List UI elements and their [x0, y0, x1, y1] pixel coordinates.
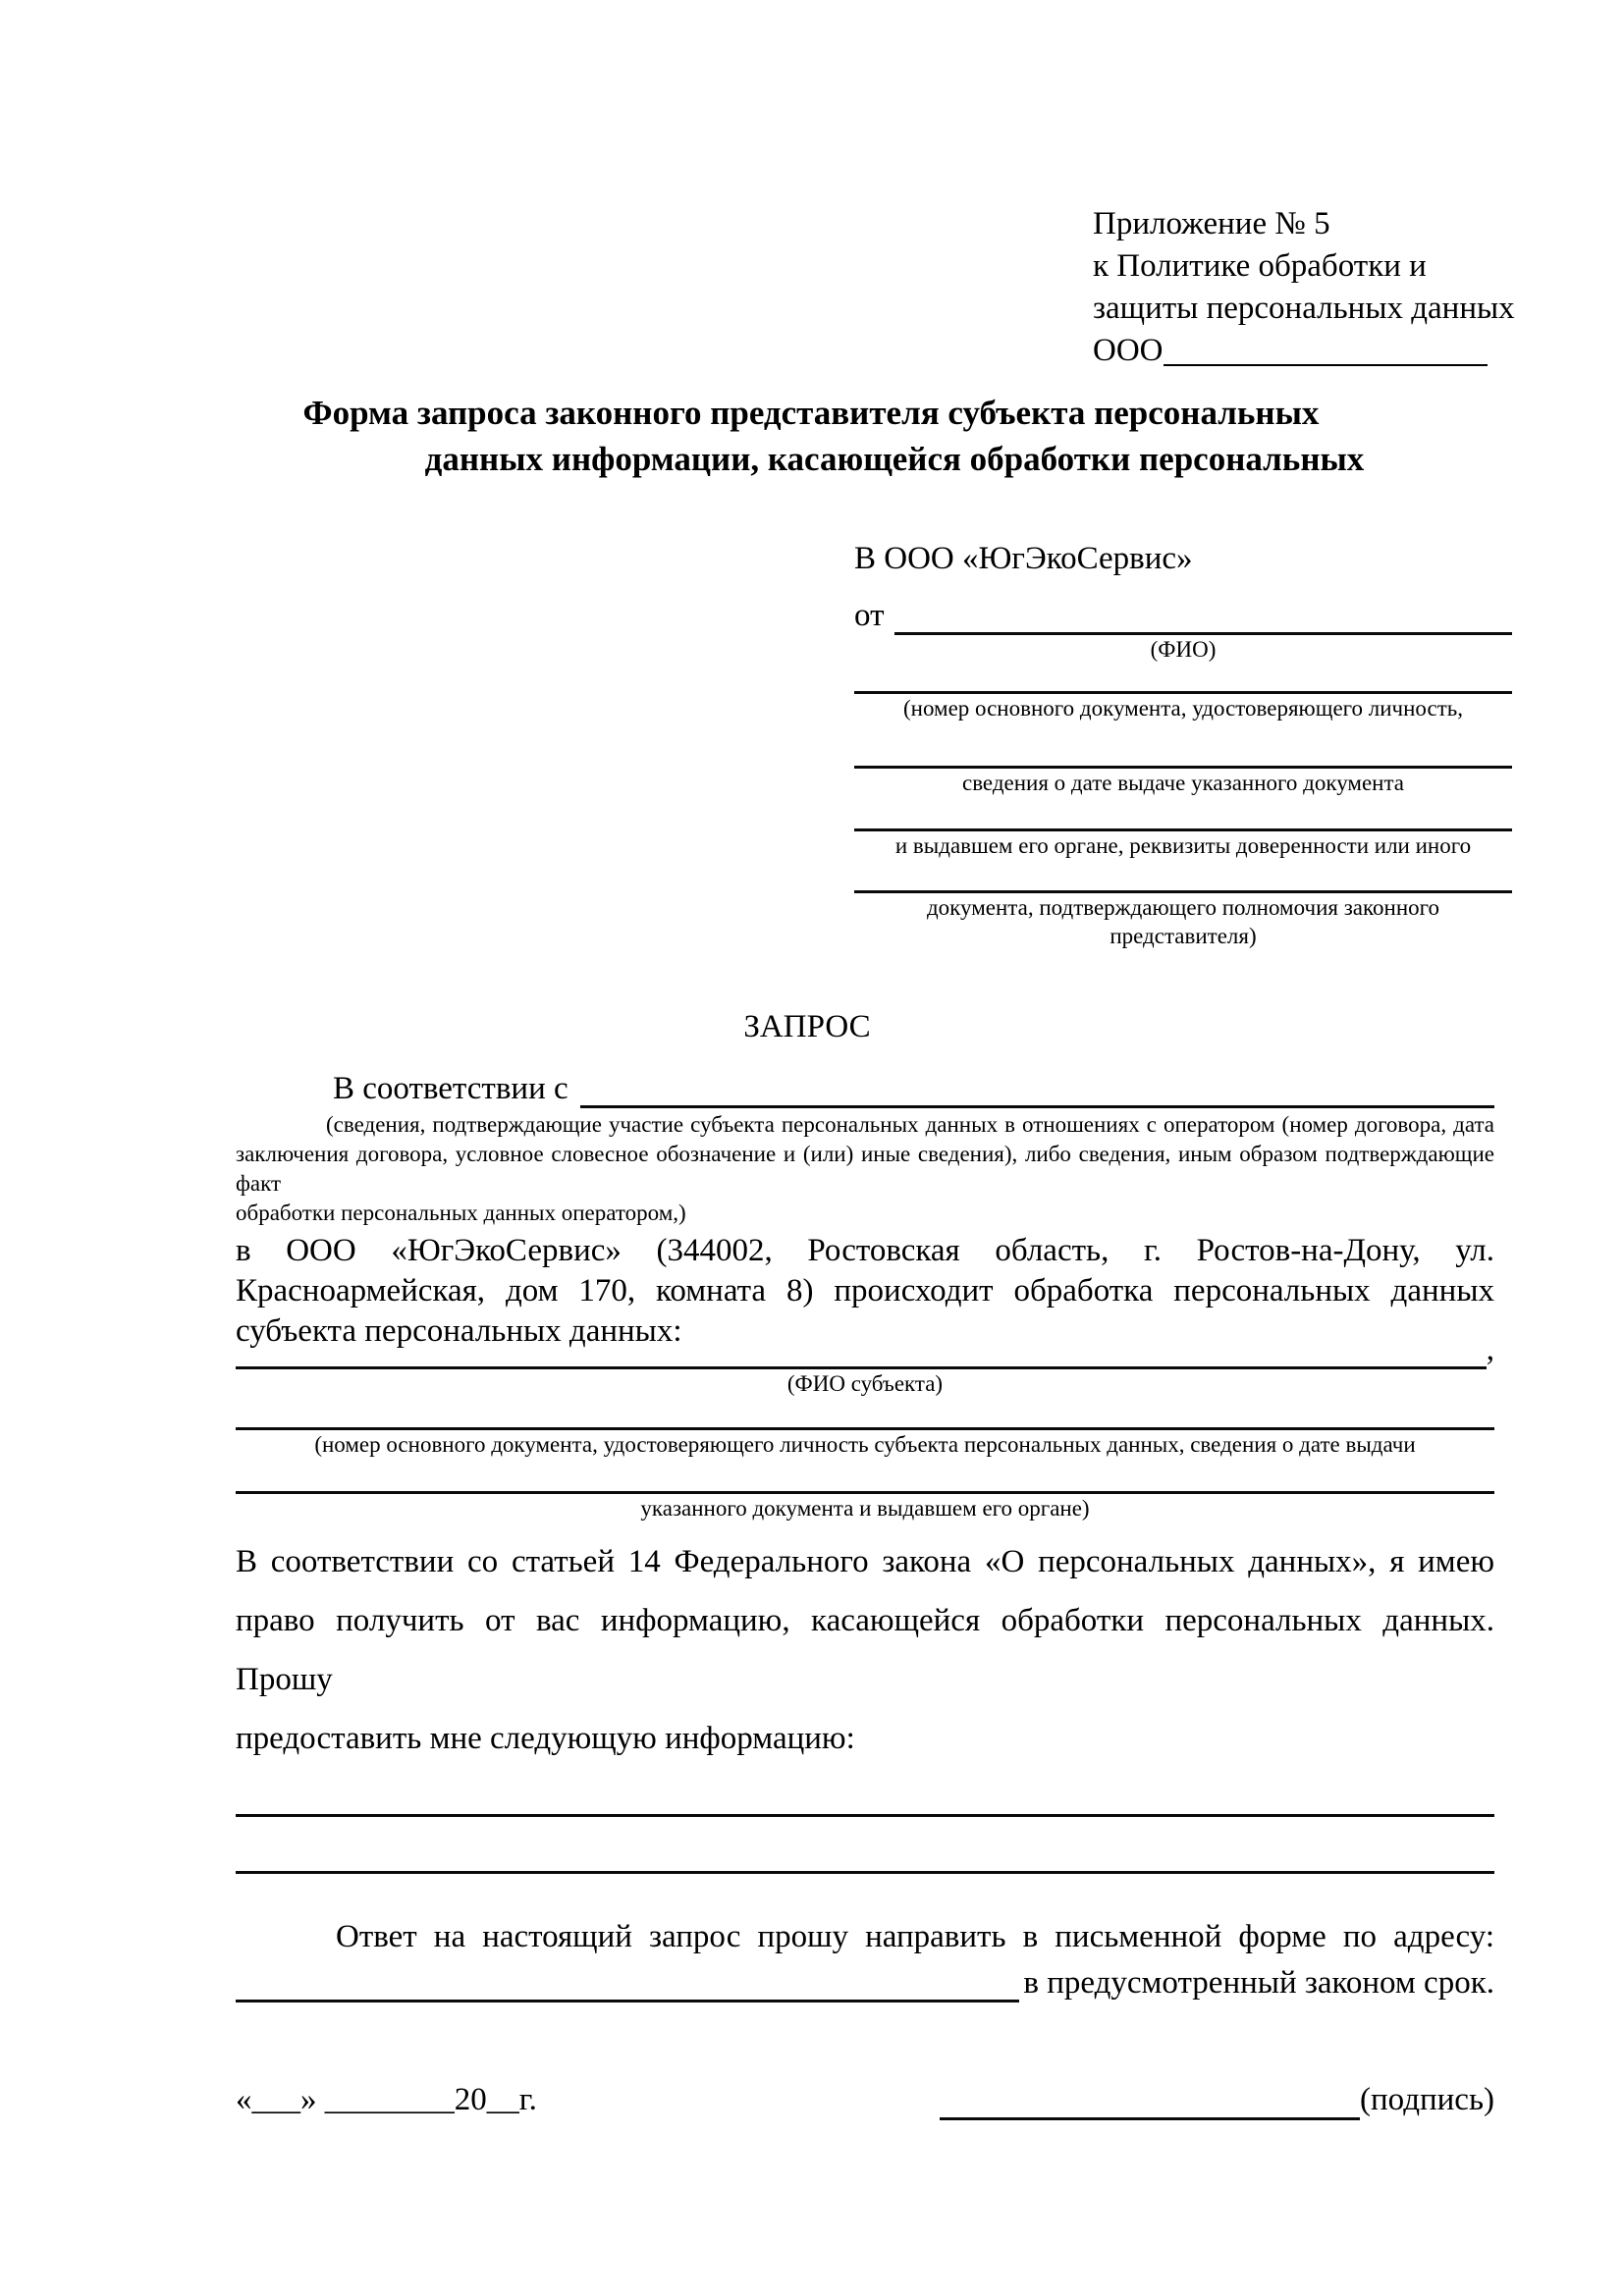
operator-line-1: в ООО «ЮгЭкоСервис» (344002, Ростовская область, г. Ростов-на-Дону, ул. [236, 1233, 1494, 1268]
note-line-2: заключения договора, условное словесное обозначение и (или) иные сведения), либо сведения, иным образом подтверждающие факт [236, 1142, 1494, 1196]
article-line-2: право получить от вас информацию, касающейся обработки персональных данных. Прошу [236, 1603, 1494, 1697]
identity-doc-group-3 [854, 828, 1512, 860]
operator-line-2: Красноармейская, дом 170, комната 8) происходит обработка персональных данных [236, 1273, 1494, 1308]
subject-fio-blank [236, 1330, 1487, 1369]
article-line-1: В соответствии со статьей 14 Федерального закона «О персональных данных», я имею [236, 1544, 1494, 1579]
identity-doc-group-4 [854, 890, 1512, 950]
identity-doc-caption-3: и выдавшем его органе, реквизиты доверенности или иного [894, 833, 1472, 858]
footer-row [236, 2079, 1494, 2120]
request-heading: ЗАПРОС [743, 1009, 871, 1044]
subject-fio-caption: (ФИО субъекта) [786, 1371, 944, 1396]
article-14-paragraph [236, 1532, 1494, 1768]
relationship-note [236, 1110, 1494, 1228]
date-line: «___» ________20__г. [236, 2082, 537, 2117]
addressee-block [854, 539, 1512, 950]
identity-doc-group-2 [854, 766, 1512, 797]
company-prefix: ООО [1093, 333, 1164, 368]
subject-doc-caption-2: указанного документа и выдавшем его органе) [640, 1496, 1090, 1521]
title-line-2: данных информации, касающейся обработки персональных [424, 440, 1365, 478]
title-line-1: Форма запроса законного представителя субъекта персональных [302, 394, 1320, 432]
document-title [236, 390, 1494, 482]
identity-doc-caption-4: документа, подтверждающего полномочия законного представителя) [926, 895, 1439, 948]
accordance-label: В соответствии с [333, 1071, 568, 1106]
addressee-company: В ООО «ЮгЭкоСервис» [854, 541, 1193, 576]
article-line-3: предоставить мне следующую информацию: [236, 1721, 855, 1756]
appendix-company-line [1093, 330, 1488, 372]
accordance-line [236, 1069, 1494, 1108]
subject-fio-comma: , [1486, 1332, 1494, 1367]
accordance-blank [580, 1069, 1494, 1108]
answer-address-blank [236, 1963, 1019, 2002]
subject-fio-line [236, 1330, 1494, 1369]
appendix-block [1093, 203, 1515, 372]
answer-paragraph: Ответ на настоящий запрос прошу направить в письменной форме по адресу: [336, 1919, 1494, 1954]
requested-info-blank-1 [236, 1814, 1494, 1817]
answer-address-line [236, 1963, 1494, 2002]
company-name-blank [1164, 330, 1489, 366]
appendix-line-3: защиты персональных данных [1093, 291, 1515, 326]
identity-doc-caption-1: (номер основного документа, удостоверяющего личность, [902, 696, 1463, 721]
answer-suffix: в предусмотренный законом срок. [1023, 1965, 1494, 2001]
note-line-3: обработки персональных данных оператором,) [236, 1201, 686, 1225]
subject-doc-caption-1: (номер основного документа, удостоверяющего личность субъекта персональных данных, сведения о дате выдачи [314, 1432, 1416, 1457]
identity-doc-group-1 [854, 691, 1512, 722]
note-line-1: (сведения, подтверждающие участие субъекта персональных данных в отношениях с оператором (номер договора, дата [326, 1112, 1494, 1137]
fio-caption: (ФИО) [1150, 637, 1217, 662]
requested-info-blank-2 [236, 1871, 1494, 1874]
addressee-from-line [854, 596, 1512, 635]
signature-caption: (подпись) [1360, 2082, 1494, 2117]
signature-area [940, 2079, 1494, 2120]
operator-line-3: субъекта персональных данных: [236, 1313, 682, 1349]
subject-doc-group-1 [236, 1427, 1494, 1459]
from-label: от [854, 598, 885, 633]
subject-doc-group-2 [236, 1491, 1494, 1522]
identity-doc-caption-2: сведения о дате выдаче указанного документа [961, 771, 1405, 795]
representative-fio-blank [894, 596, 1513, 635]
appendix-line-1: Приложение № 5 [1093, 206, 1330, 241]
appendix-line-2: к Политике обработки и [1093, 248, 1427, 284]
signature-blank [940, 2079, 1360, 2120]
